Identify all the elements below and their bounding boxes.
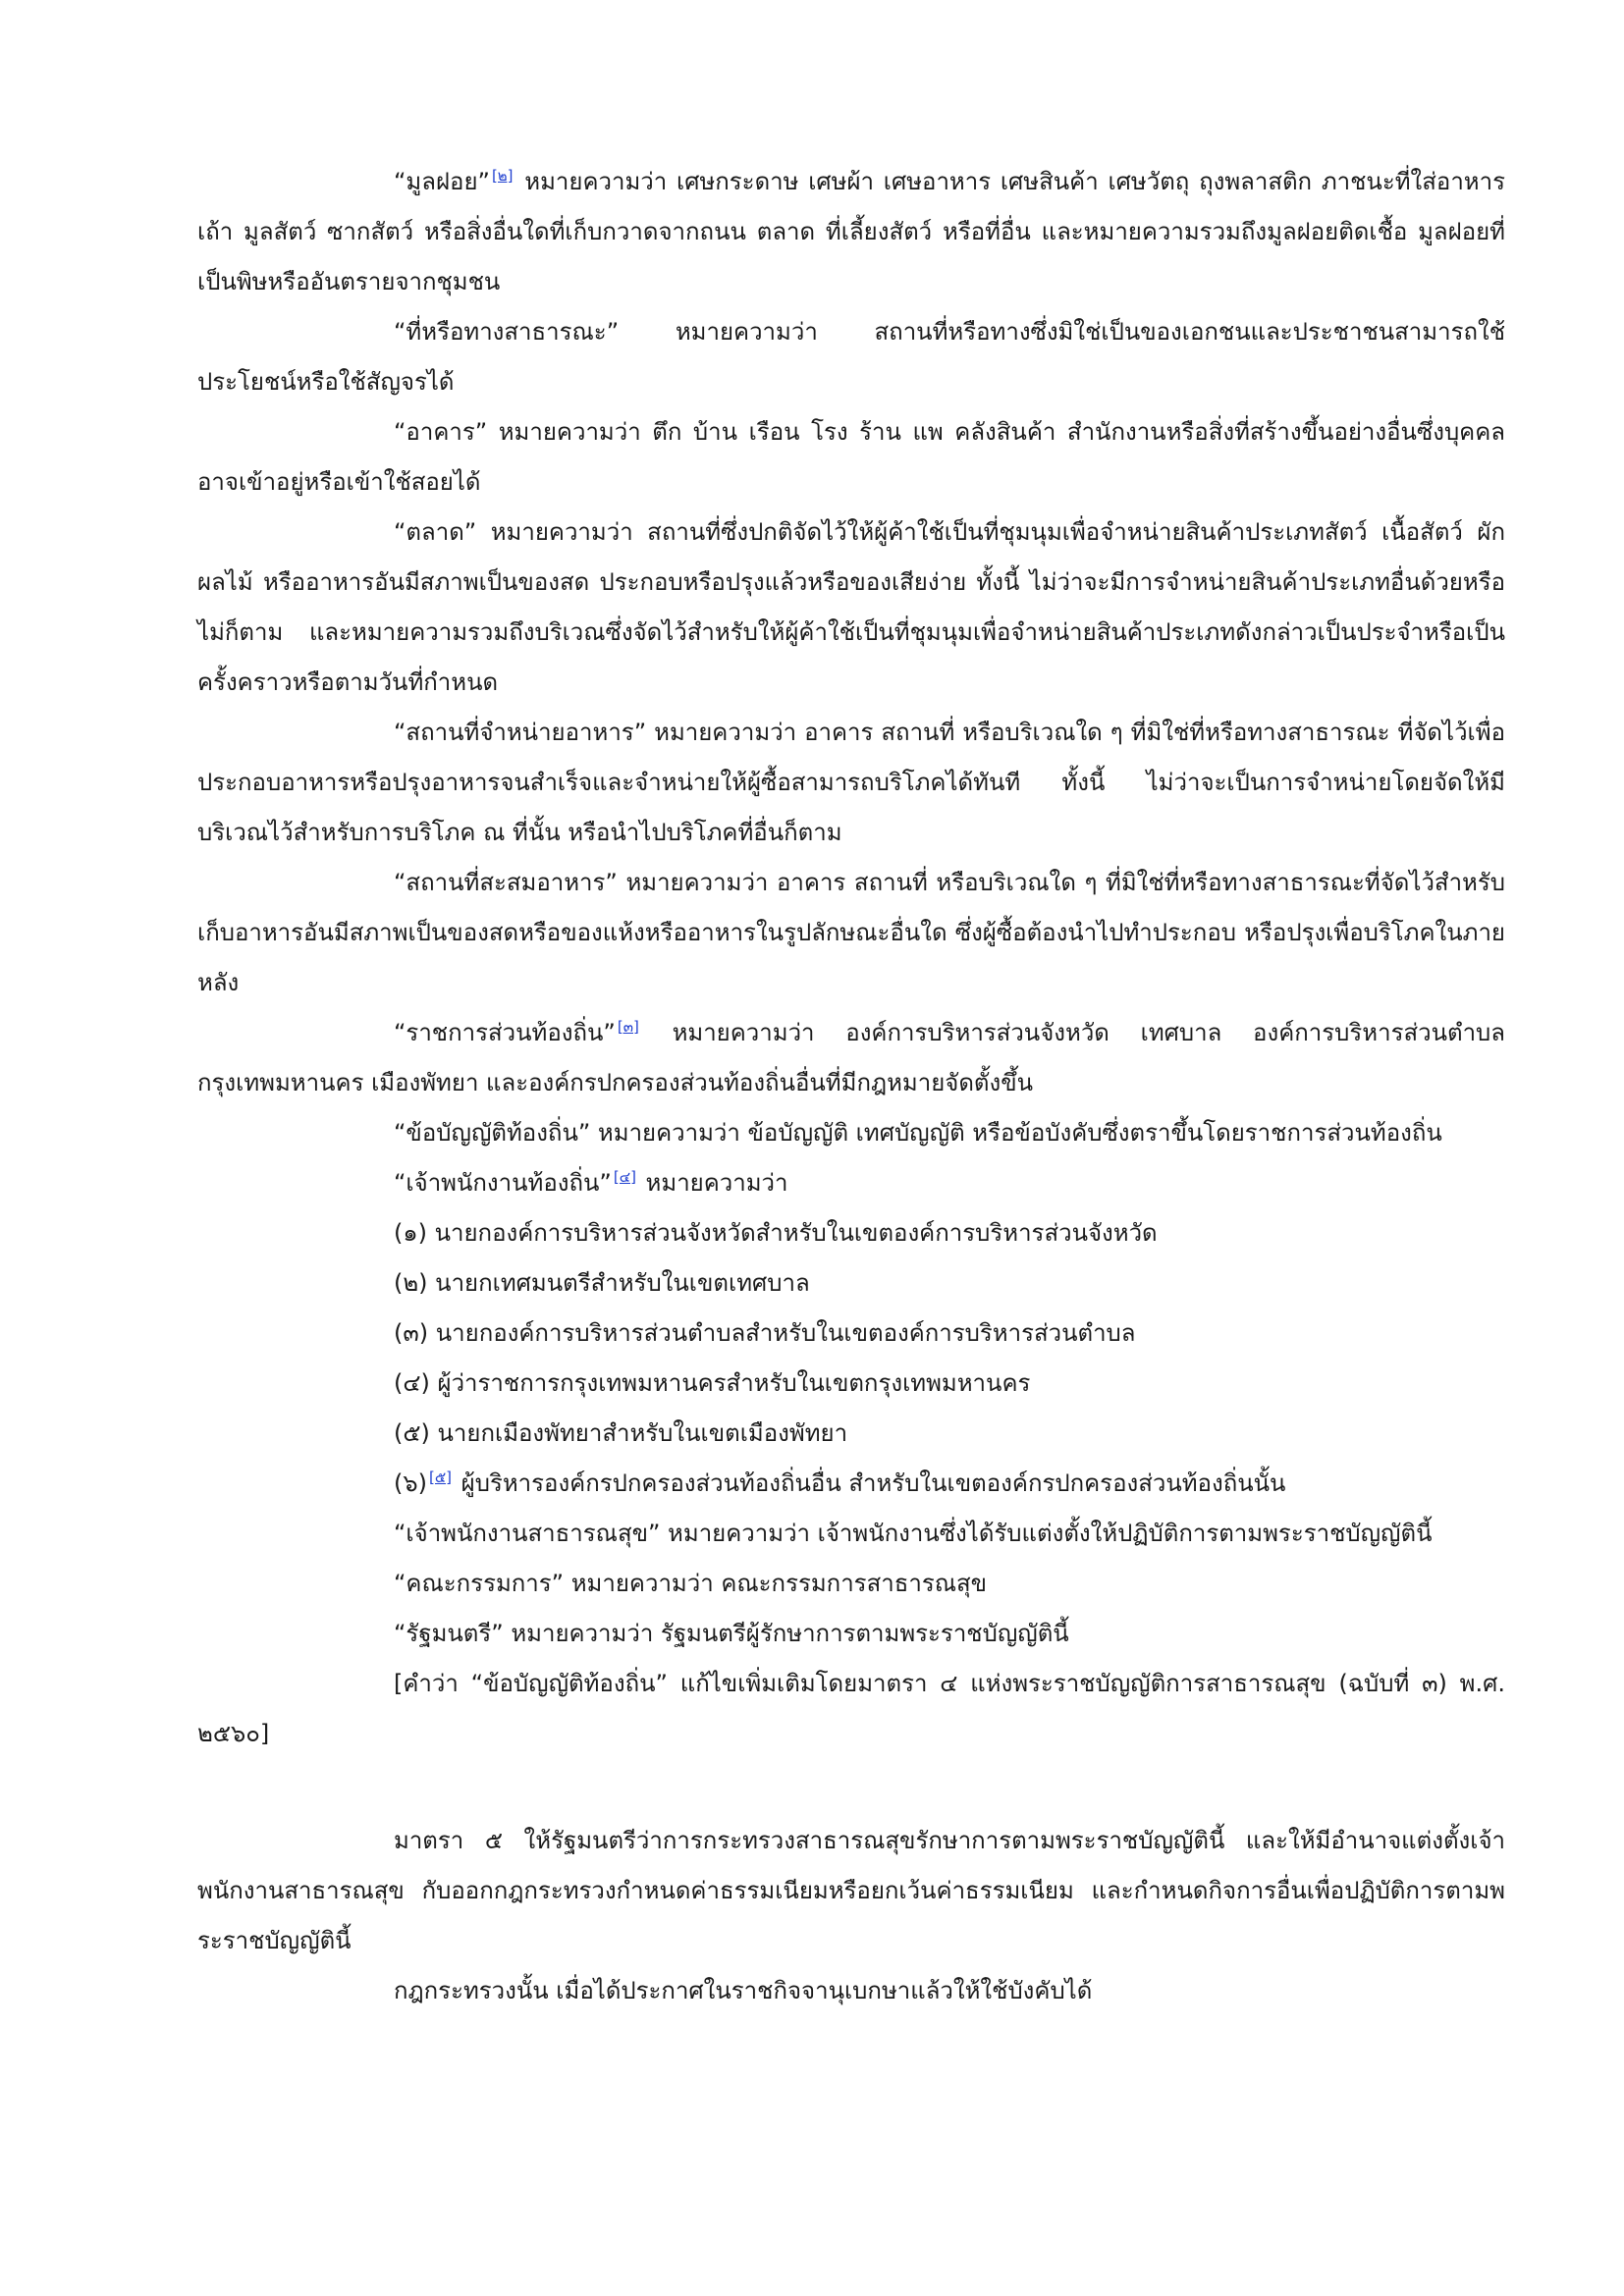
list-item: (๓) นายกองค์การบริหารส่วนตำบลสำหรับในเขตองค์การบริหารส่วนตำบล — [394, 1319, 1136, 1347]
footnote-link[interactable]: [๓] — [617, 1018, 639, 1036]
definition-text: “มูลฝอย” — [394, 168, 490, 195]
definition-text: “ราชการส่วนท้องถิ่น” — [394, 1019, 616, 1046]
footnote-link[interactable]: [๒] — [491, 167, 514, 185]
footnote-link[interactable]: [๕] — [428, 1468, 453, 1486]
amendment-note: [คำว่า “ข้อบัญญัติท้องถิ่น” แก้ไขเพิ่มเติมโดยมาตรา ๔ แห่งพระราชบัญญัติการสาธารณสุข (ฉบับที่ ๓) พ.ศ. ๒๕๖๐] — [197, 1670, 1505, 1747]
document-body — [197, 157, 1505, 2016]
definition-text: หมายความว่า องค์การบริหารส่วนจังหวัด เทศบาล องค์การบริหารส่วนตำบล กรุงเทพมหานคร เมืองพัทยา และองค์กรปกครองส่วนท้องถิ่นอื่นที่มีกฎหมายจัดตั้งขึ้น — [197, 1019, 1505, 1096]
definition-food-storage-place: “สถานที่สะสมอาหาร” หมายความว่า อาคาร สถานที่ หรือบริเวณใด ๆ ที่มิใช่ที่หรือทางสาธารณะที่จัดไว้สำหรับเก็บอาหารอันมีสภาพเป็นของสดหรือของแห้งหรืออาหารในรูปลักษณะอื่นใด ซึ่งผู้ซื้อต้องนำไปทำประกอบ หรือปรุงเพื่อบริโภคในภายหลัง — [197, 869, 1505, 996]
list-item: (๕) นายกเมืองพัทยาสำหรับในเขตเมืองพัทยา — [394, 1419, 848, 1447]
section-5-paragraph-2: กฎกระทรวงนั้น เมื่อได้ประกาศในราชกิจจานุเบกษาแล้วให้ใช้บังคับได้ — [394, 1977, 1093, 2004]
section-spacer — [197, 1759, 1505, 1816]
definition-building: “อาคาร” หมายความว่า ตึก บ้าน เรือน โรง ร้าน แพ คลังสินค้า สำนักงานหรือสิ่งที่สร้างขึ้นอย่างอื่นซึ่งบุคคลอาจเข้าอยู่หรือเข้าใช้สอยได้ — [197, 418, 1505, 496]
definition-text: หมายความว่า เศษกระดาษ เศษผ้า เศษอาหาร เศษสินค้า เศษวัตถุ ถุงพลาสติก ภาชนะที่ใส่อาหาร เถ้า มูลสัตว์ ซากสัตว์ หรือสิ่งอื่นใดที่เก็บกวาดจากถนน ตลาด ที่เลี้ยงสัตว์ หรือที่อื่น และหมายความรวมถึงมูลฝอยติดเชื้อ มูลฝอยที่เป็นพิษหรืออันตรายจากชุมชน — [197, 168, 1505, 295]
list-item: (๑) นายกองค์การบริหารส่วนจังหวัดสำหรับในเขตองค์การบริหารส่วนจังหวัด — [394, 1219, 1158, 1247]
list-item-text: ผู้บริหารองค์กรปกครองส่วนท้องถิ่นอื่น สำหรับในเขตองค์กรปกครองส่วนท้องถิ่นนั้น — [454, 1469, 1286, 1497]
definition-local-regulation: “ข้อบัญญัติท้องถิ่น” หมายความว่า ข้อบัญญัติ เทศบัญญัติ หรือข้อบังคับซึ่งตราขึ้นโดยราชการส่วนท้องถิ่น — [394, 1119, 1442, 1147]
definition-committee: “คณะกรรมการ” หมายความว่า คณะกรรมการสาธารณสุข — [394, 1570, 988, 1597]
list-item: (๒) นายกเทศมนตรีสำหรับในเขตเทศบาล — [394, 1269, 810, 1297]
definition-food-sale-place: “สถานที่จำหน่ายอาหาร” หมายความว่า อาคาร สถานที่ หรือบริเวณใด ๆ ที่มิใช่ที่หรือทางสาธารณะ ที่จัดไว้เพื่อประกอบอาหารหรือปรุงอาหารจนสำเร็จและจำหน่ายให้ผู้ซื้อสามารถบริโภคได้ทันที ทั้งนี้ ไม่ว่าจะเป็นการจำหน่ายโดยจัดให้มีบริเวณไว้สำหรับการบริโภค ณ ที่นั้น หรือนำไปบริโภคที่อื่นก็ตาม — [197, 719, 1505, 846]
list-item — [197, 1459, 1505, 1509]
definition-garbage — [197, 157, 1505, 307]
section-5: มาตรา ๕ ให้รัฐมนตรีว่าการกระทรวงสาธารณสุขรักษาการตามพระราชบัญญัตินี้ และให้มีอำนาจแต่งตั้งเจ้าพนักงานสาธารณสุข กับออกกฎกระทรวงกำหนดค่าธรรมเนียมหรือยกเว้นค่าธรรมเนียม และกำหนดกิจการอื่นเพื่อปฏิบัติการตามพระราชบัญญัตินี้ — [197, 1827, 1505, 1954]
definition-market: “ตลาด” หมายความว่า สถานที่ซึ่งปกติจัดไว้ให้ผู้ค้าใช้เป็นที่ชุมนุมเพื่อจำหน่ายสินค้าประเภทสัตว์ เนื้อสัตว์ ผัก ผลไม้ หรืออาหารอันมีสภาพเป็นของสด ประกอบหรือปรุงแล้วหรือของเสียง่าย ทั้งนี้ ไม่ว่าจะมีการจำหน่ายสินค้าประเภทอื่นด้วยหรือไม่ก็ตาม และหมายความรวมถึงบริเวณซึ่งจัดไว้สำหรับให้ผู้ค้าใช้เป็นที่ชุมนุมเพื่อจำหน่ายสินค้าประเภทดังกล่าวเป็นประจำหรือเป็นครั้งคราวหรือตามวันที่กำหนด — [197, 518, 1505, 696]
definition-public-place: “ที่หรือทางสาธารณะ” หมายความว่า สถานที่หรือทางซึ่งมิใช่เป็นของเอกชนและประชาชนสามารถใช้ประโยชน์หรือใช้สัญจรได้ — [197, 318, 1505, 396]
definition-text: หมายความว่า — [637, 1169, 788, 1197]
list-item: (๔) ผู้ว่าราชการกรุงเทพมหานครสำหรับในเขตกรุงเทพมหานคร — [394, 1369, 1031, 1397]
definition-minister: “รัฐมนตรี” หมายความว่า รัฐมนตรีผู้รักษาการตามพระราชบัญญัตินี้ — [394, 1620, 1069, 1647]
definition-health-official: “เจ้าพนักงานสาธารณสุข” หมายความว่า เจ้าพนักงานซึ่งได้รับแต่งตั้งให้ปฏิบัติการตามพระราชบัญญัตินี้ — [394, 1520, 1433, 1547]
footnote-link[interactable]: [๔] — [613, 1168, 636, 1186]
list-item-number: (๖) — [394, 1469, 427, 1497]
definition-local-government — [197, 1008, 1505, 1108]
definition-text: “เจ้าพนักงานท้องถิ่น” — [394, 1169, 612, 1197]
definition-local-official — [197, 1158, 1505, 1208]
